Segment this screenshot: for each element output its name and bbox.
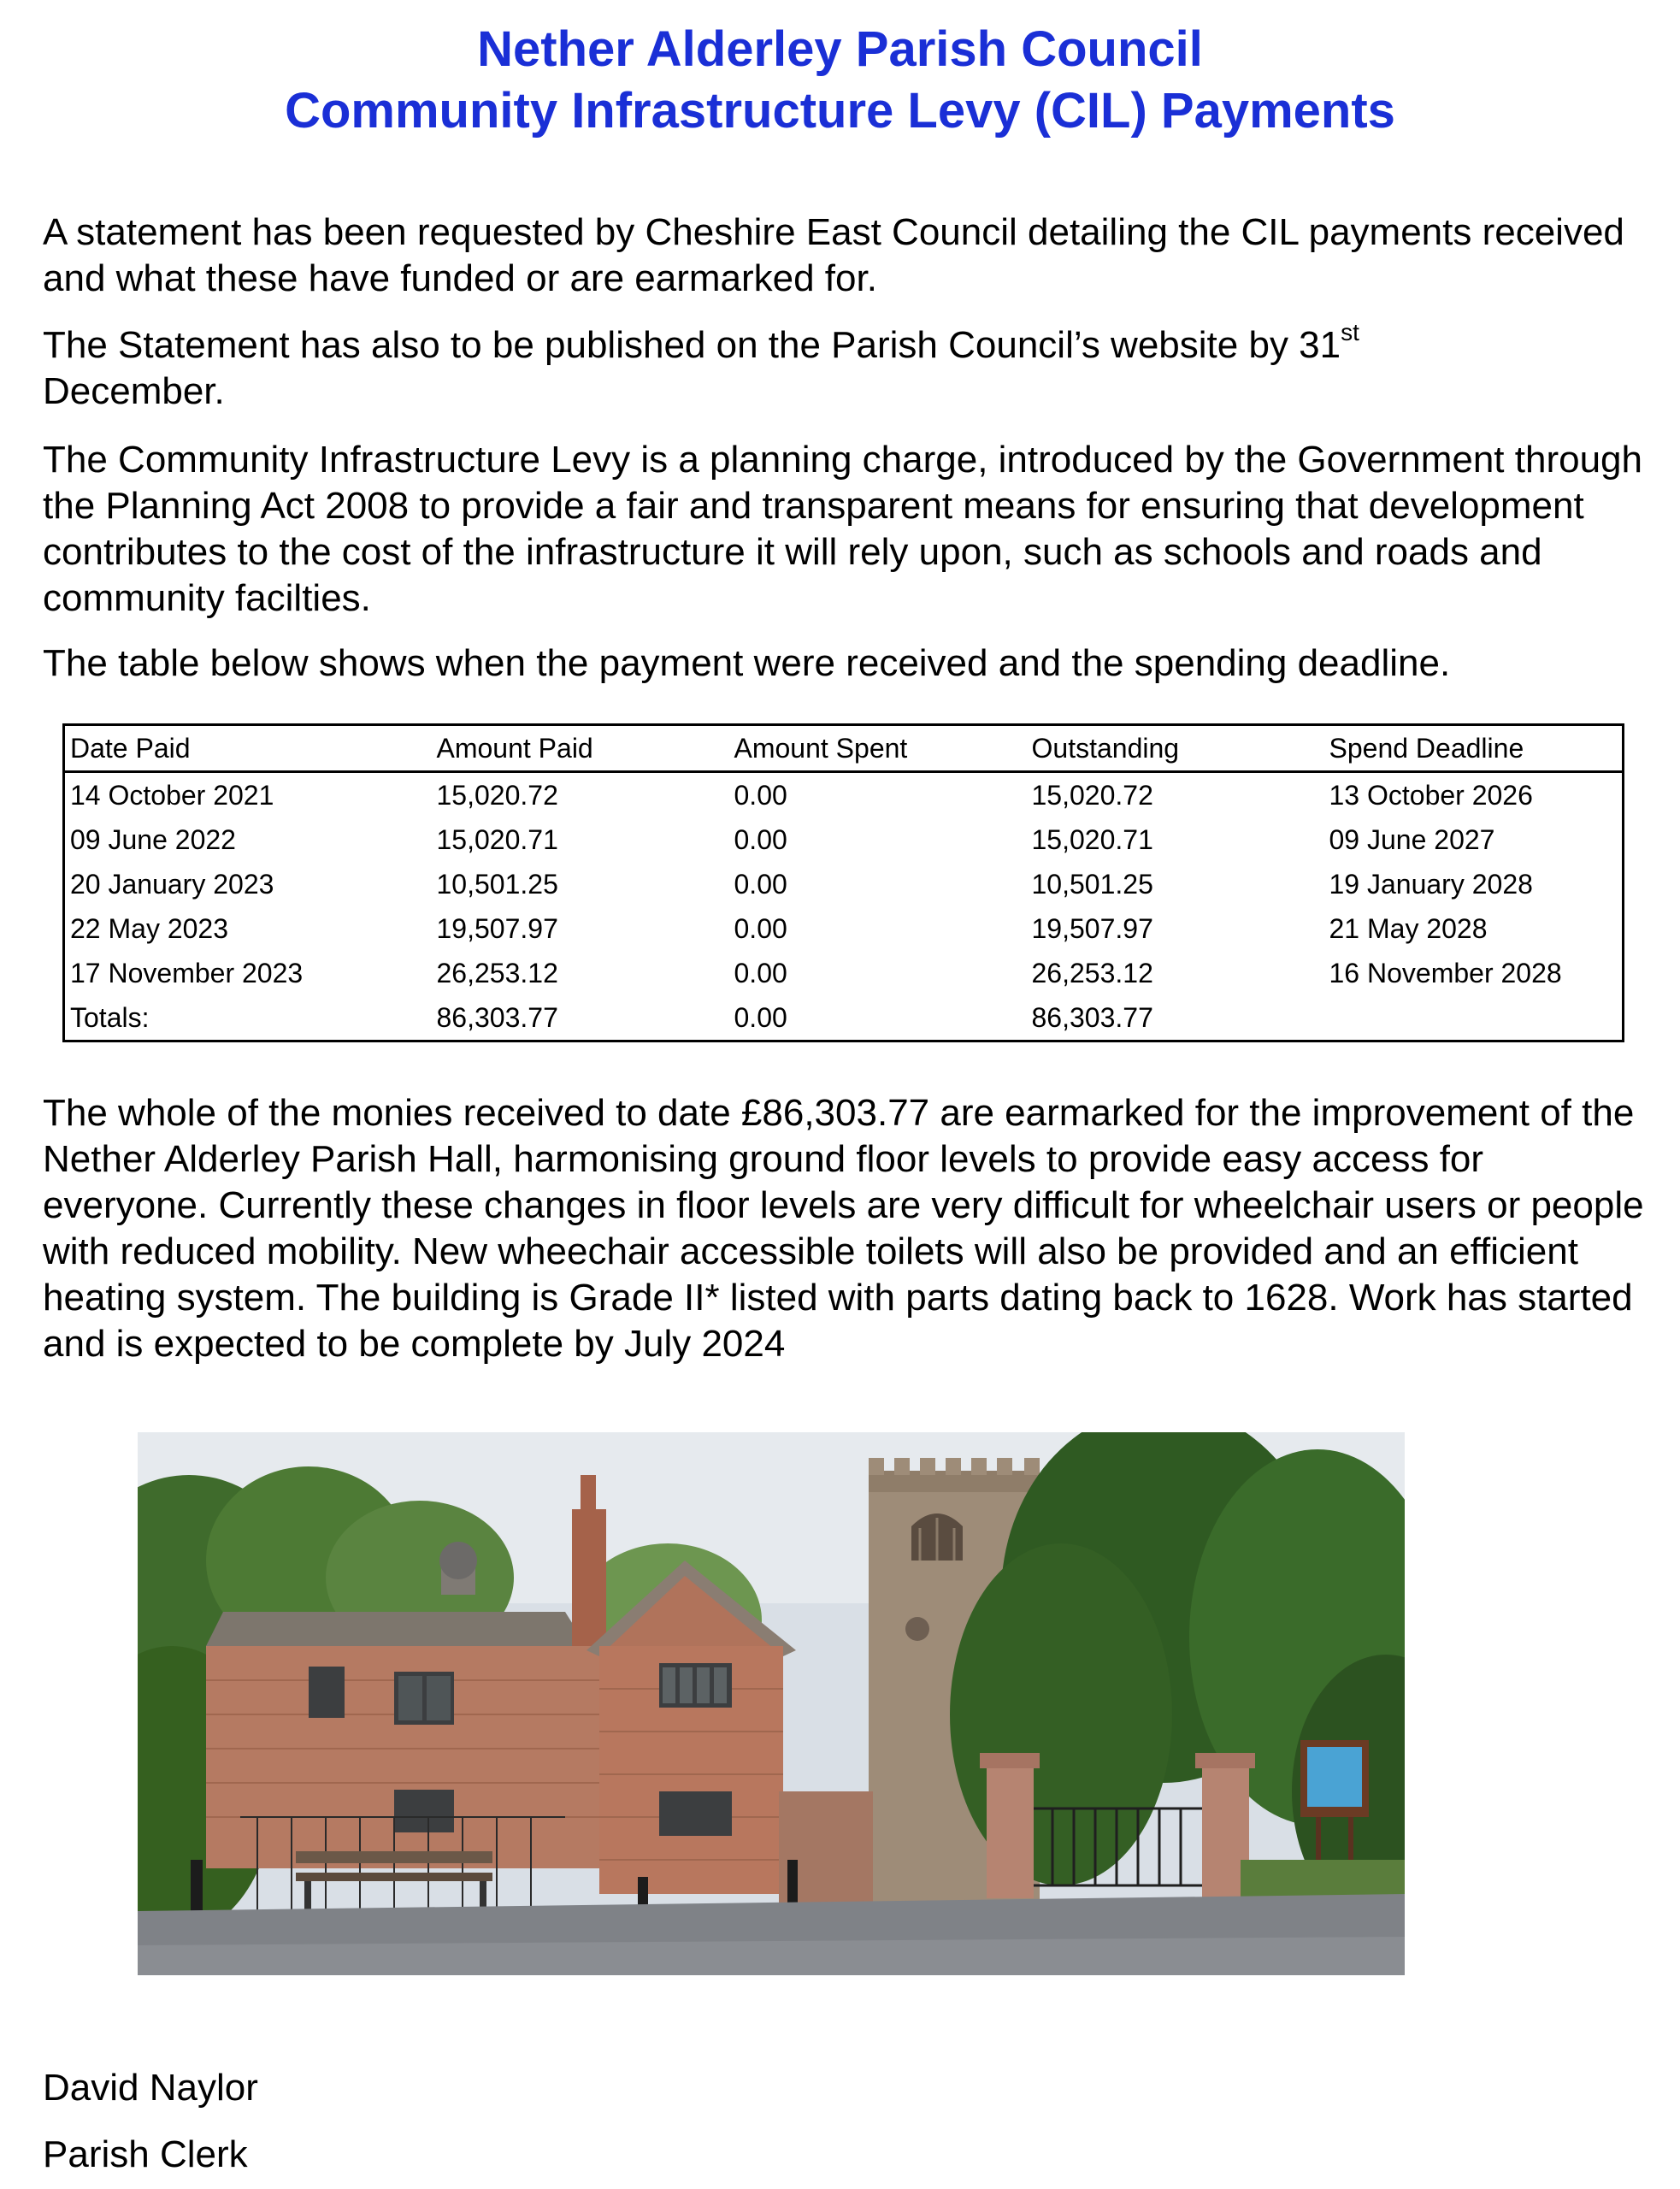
total-outstanding: 86,303.77 xyxy=(1031,1001,1153,1033)
cell-outstanding: 19,507.97 xyxy=(1031,912,1153,944)
cell-spend-deadline: 19 January 2028 xyxy=(1329,868,1533,900)
cell-spend-deadline: 13 October 2026 xyxy=(1329,779,1533,811)
page-subtitle: Community Infrastructure Levy (CIL) Payments xyxy=(285,83,1395,139)
header-spend-deadline: Spend Deadline xyxy=(1324,725,1624,772)
header-outstanding: Outstanding xyxy=(1027,725,1324,772)
cell-amount-paid: 19,507.97 xyxy=(436,912,558,944)
total-amount-paid: 86,303.77 xyxy=(436,1001,558,1033)
cil-definition-paragraph: The Community Infrastructure Levy is a planning charge, introduced by the Government through the Planning Act 2008 to provide a fair and transparent means for ensuring that development contributes to the cost of the infrastructure it will rely upon, such as schools and roads and community facilties. xyxy=(43,439,1642,619)
earmark-paragraph: The whole of the monies received to date £86,303.77 are earmarked for the improvement of the Nether Alderley Parish Hall, harmonising ground floor levels to provide easy access for everyone. Currently these changes in floor levels are very difficult for wheelchair users or people with reduced mobility. New wheechair accessible toilets will also be provided and an efficient heating system. The building is Grade II* listed with parts dating back to 1628. Work has started and is expected to be complete by July 2024 xyxy=(43,1092,1644,1365)
cell-date-paid: 09 June 2022 xyxy=(70,823,236,855)
signatory-name: David Naylor xyxy=(43,2067,258,2109)
cell-outstanding: 15,020.72 xyxy=(1031,779,1153,811)
total-amount-spent: 0.00 xyxy=(734,1001,787,1033)
cell-outstanding: 10,501.25 xyxy=(1031,868,1153,900)
table-row xyxy=(64,862,1624,906)
cell-date-paid: 22 May 2023 xyxy=(70,912,229,944)
cell-amount-spent: 0.00 xyxy=(734,957,787,988)
table-row xyxy=(64,817,1624,862)
cell-amount-spent: 0.00 xyxy=(734,779,787,811)
publication-text: The Statement has also to be published on the Parish Council’s website by 31 xyxy=(43,324,1341,366)
cell-amount-spent: 0.00 xyxy=(734,868,787,900)
cell-outstanding: 26,253.12 xyxy=(1031,957,1153,988)
parish-hall-photo xyxy=(138,1432,1405,1975)
cell-spend-deadline: 16 November 2028 xyxy=(1329,957,1562,988)
cell-spend-deadline: 21 May 2028 xyxy=(1329,912,1488,944)
total-spend-deadline xyxy=(1324,995,1624,1041)
table-row xyxy=(64,772,1624,818)
intro-paragraph: A statement has been requested by Cheshire East Council detailing the CIL payments received and what these have funded or are earmarked for. xyxy=(43,211,1624,299)
payments-table xyxy=(62,723,1624,1042)
page-title: Nether Alderley Parish Council xyxy=(477,21,1203,77)
table-row xyxy=(64,951,1624,995)
totals-row xyxy=(64,995,1624,1041)
table-intro-paragraph: The table below shows when the payment were received and the spending deadline. xyxy=(43,642,1451,684)
publication-paragraph xyxy=(43,319,1650,415)
totals-label: Totals: xyxy=(70,1001,150,1033)
cell-amount-paid: 26,253.12 xyxy=(436,957,558,988)
cell-date-paid: 17 November 2023 xyxy=(70,957,304,988)
header-date-paid: Date Paid xyxy=(64,725,432,772)
signatory-role: Parish Clerk xyxy=(43,2133,248,2175)
header-amount-paid: Amount Paid xyxy=(432,725,729,772)
cell-amount-paid: 15,020.71 xyxy=(436,823,558,855)
header-amount-spent: Amount Spent xyxy=(729,725,1027,772)
cell-spend-deadline: 09 June 2027 xyxy=(1329,823,1495,855)
cell-amount-spent: 0.00 xyxy=(734,823,787,855)
cell-amount-paid: 10,501.25 xyxy=(436,868,558,900)
cell-date-paid: 14 October 2021 xyxy=(70,779,274,811)
cell-date-paid: 20 January 2023 xyxy=(70,868,274,900)
publication-month: December. xyxy=(43,370,225,412)
table-header-row xyxy=(64,725,1624,772)
table-row xyxy=(64,906,1624,951)
cell-amount-spent: 0.00 xyxy=(734,912,787,944)
cell-amount-paid: 15,020.72 xyxy=(436,779,558,811)
date-suffix: st xyxy=(1341,319,1359,345)
cell-outstanding: 15,020.71 xyxy=(1031,823,1153,855)
